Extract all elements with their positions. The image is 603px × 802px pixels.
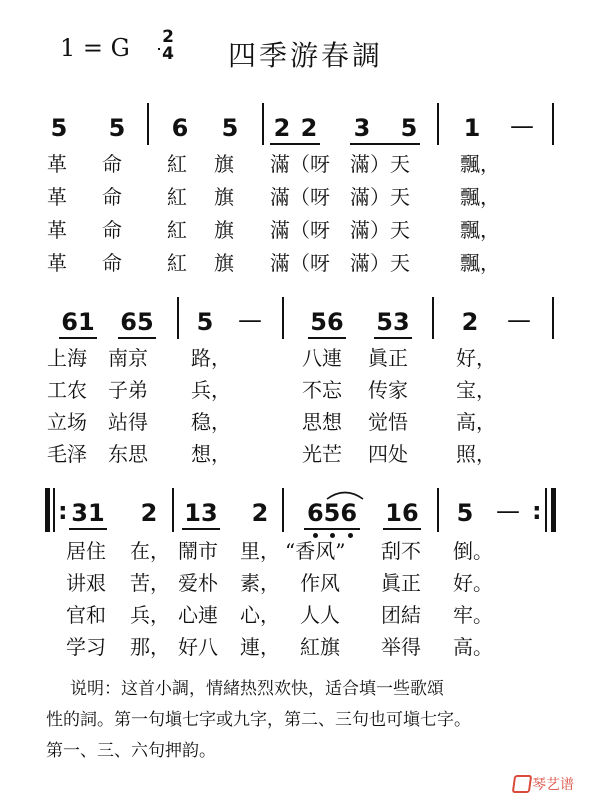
lyric: 举得: [381, 635, 421, 659]
lyric: 站得: [108, 410, 148, 434]
lyric: 滿）天: [350, 218, 410, 242]
time-signature: [158, 29, 178, 63]
beam: [59, 337, 97, 339]
lyric: 飄，: [460, 218, 500, 242]
slur: [325, 488, 365, 500]
lyric: 讲艰: [66, 571, 106, 595]
lyric: 高。: [453, 635, 493, 659]
note-dash: —: [510, 112, 534, 140]
lyric: 八連: [302, 346, 342, 370]
barline: [437, 103, 439, 145]
barline: [282, 488, 284, 532]
lyric: 紅: [167, 185, 187, 209]
watermark-logo-icon: [512, 775, 533, 793]
note: 1: [463, 114, 481, 142]
note-dash: —: [507, 306, 531, 334]
note: 5: [196, 308, 214, 336]
lyric: 传家: [368, 378, 408, 402]
lyric: 兵，: [191, 378, 231, 402]
lyric: 滿（呀: [270, 152, 330, 176]
lyric: 觉悟: [368, 410, 408, 434]
lyric: “香风”: [285, 539, 346, 563]
note: 5: [400, 114, 418, 142]
lyric: 旗: [214, 152, 234, 176]
lyric: 牢。: [453, 603, 493, 627]
barline: [177, 297, 179, 339]
lyric: 居住: [66, 539, 106, 563]
lyric: 苦，: [130, 571, 170, 595]
low-octave-dot: [348, 533, 353, 538]
note-dash: —: [238, 306, 262, 334]
lyric: 心連: [178, 603, 218, 627]
note-dash: —: [496, 497, 520, 525]
lyric: 命: [102, 185, 122, 209]
note-group: 656: [306, 499, 358, 527]
note: 5: [456, 499, 474, 527]
beam: [374, 337, 412, 339]
lyric: 团結: [381, 603, 421, 627]
lyric: 兵，: [130, 603, 170, 627]
lyric: 滿（呀: [270, 251, 330, 275]
lyric: 光芒: [302, 442, 342, 466]
note: 2: [461, 308, 479, 336]
lyric: 飄，: [460, 152, 500, 176]
lyric: 滿）天: [350, 251, 410, 275]
repeat-barline-thick: [551, 488, 556, 532]
note-group: 61: [61, 308, 95, 336]
note-group: 53: [376, 308, 410, 336]
lyric: 照，: [456, 442, 496, 466]
lyric: 好。: [453, 571, 493, 595]
lyric: 滿（呀: [270, 218, 330, 242]
lyric: 毛泽: [47, 442, 87, 466]
beam: [118, 337, 156, 339]
lyric: 飄，: [460, 185, 500, 209]
lyric: 好，: [456, 346, 496, 370]
note-group: 31: [71, 499, 105, 527]
repeat-barline-thin: [53, 488, 55, 532]
note: 2: [300, 114, 318, 142]
song-title: 四季游春調: [228, 39, 384, 72]
note-group: 56: [310, 308, 344, 336]
beam: [350, 143, 420, 145]
time-signature-line: [158, 48, 160, 50]
lyric: 那，: [130, 635, 170, 659]
lyric: 工农: [47, 378, 87, 402]
lyric: 滿（呀: [270, 185, 330, 209]
lyric: 人人: [300, 603, 340, 627]
beam: [182, 528, 220, 530]
lyric: 四处: [368, 442, 408, 466]
barline: [552, 103, 554, 145]
barline: [282, 297, 284, 339]
lyric: 想，: [191, 442, 231, 466]
lyric: 飄，: [460, 251, 500, 275]
lyric: 命: [102, 251, 122, 275]
lyric: 上海: [47, 346, 87, 370]
barline: [552, 297, 554, 339]
beam: [383, 528, 421, 530]
lyric: 心，: [240, 603, 280, 627]
explanation-line: 第一、三、六句押韵。: [46, 741, 216, 761]
lyric: 革: [47, 185, 67, 209]
note: 6: [171, 114, 189, 142]
note: 5: [108, 114, 126, 142]
lyric: 里，: [240, 539, 280, 563]
lyric: 旗: [214, 251, 234, 275]
lyric: 革: [47, 251, 67, 275]
watermark-text: 琴艺谱: [532, 777, 574, 793]
lyric: 滿）天: [350, 152, 410, 176]
lyric: 不忘: [302, 378, 342, 402]
lyric: 紅: [167, 218, 187, 242]
barline: [147, 103, 149, 145]
note: 2: [273, 114, 291, 142]
key-signature: 1 = G: [60, 34, 130, 62]
lyric: 好八: [178, 635, 218, 659]
barline: [432, 297, 434, 339]
note-group: 16: [385, 499, 419, 527]
lyric: 立场: [47, 410, 87, 434]
barline: [262, 103, 264, 145]
beam: [69, 528, 107, 530]
note-group: 65: [120, 308, 154, 336]
lyric: 刮不: [381, 539, 421, 563]
lyric: 連，: [240, 635, 280, 659]
repeat-barline-thick: [45, 488, 50, 532]
barline: [172, 488, 174, 532]
lyric: 作风: [300, 571, 340, 595]
lyric: 思想: [302, 410, 342, 434]
note: 3: [353, 114, 371, 142]
lyric: 滿）天: [350, 185, 410, 209]
lyric: 宝，: [456, 378, 496, 402]
beam: [270, 143, 320, 145]
lyric: 素，: [240, 571, 280, 595]
lyric: 东思: [108, 442, 148, 466]
note: 5: [50, 114, 68, 142]
lyric: 爱朴: [178, 571, 218, 595]
lyric: 革: [47, 152, 67, 176]
lyric: 子弟: [108, 378, 148, 402]
lyric: 南京: [108, 346, 148, 370]
lyric: 旗: [214, 185, 234, 209]
barline: [437, 488, 439, 532]
note: 5: [221, 114, 239, 142]
note-group: 13: [184, 499, 218, 527]
beam: [304, 528, 360, 530]
lyric: 命: [102, 218, 122, 242]
lyric: 稳，: [191, 410, 231, 434]
lyric: 路，: [191, 346, 231, 370]
lyric: 在，: [130, 539, 170, 563]
lyric: 紅旗: [300, 635, 340, 659]
note: 2: [140, 499, 158, 527]
lyric: 紅: [167, 152, 187, 176]
lyric: 眞正: [381, 571, 421, 595]
lyric: 紅: [167, 251, 187, 275]
repeat-start: :: [58, 497, 68, 525]
lyric: 旗: [214, 218, 234, 242]
lyric: 鬧市: [178, 539, 218, 563]
lyric: 眞正: [368, 346, 408, 370]
beam: [308, 337, 346, 339]
note: 2: [251, 499, 269, 527]
lyric: 倒。: [453, 539, 493, 563]
lyric: 命: [102, 152, 122, 176]
lyric: 革: [47, 218, 67, 242]
explanation-line: 说明：这首小調，情緒热烈欢快，适合填一些歌頌: [70, 679, 444, 699]
repeat-barline-thin: [545, 488, 547, 532]
repeat-end: :: [532, 497, 542, 525]
explanation-line: 性的詞。第一句塡七字或九字，第二、三句也可塡七字。: [46, 710, 471, 730]
time-denominator: 4: [162, 44, 174, 64]
lyric: 高，: [456, 410, 496, 434]
lyric: 官和: [66, 603, 106, 627]
time-numerator: 2: [162, 27, 174, 47]
lyric: 学习: [66, 635, 106, 659]
